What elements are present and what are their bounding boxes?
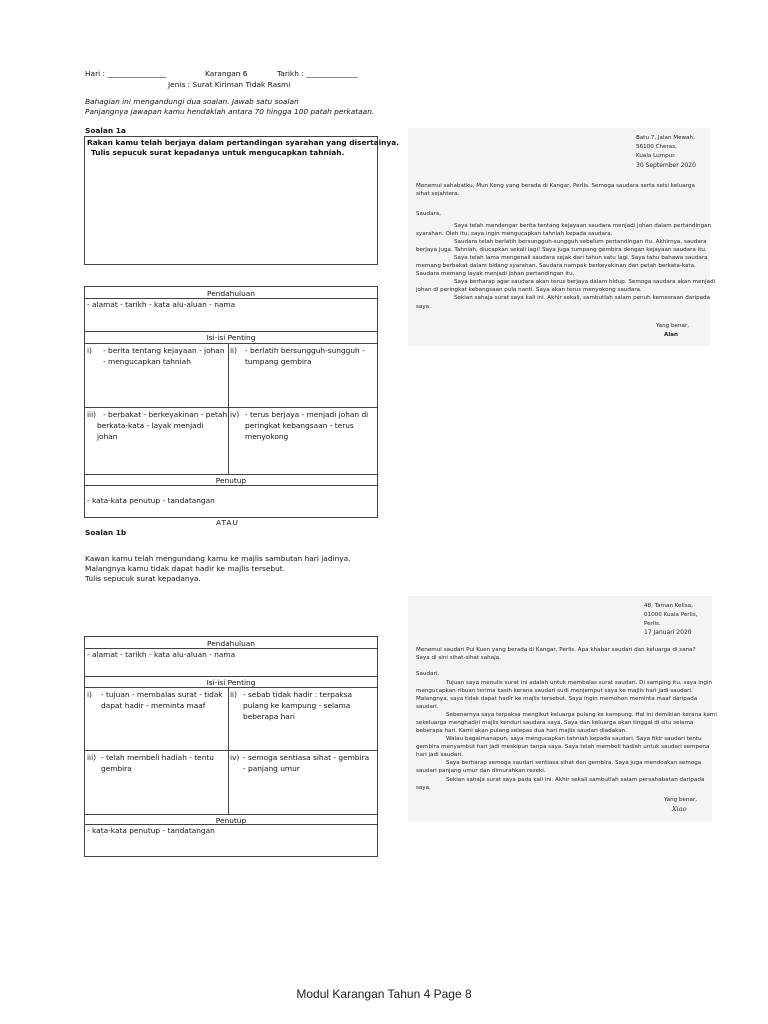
letter1-address-1: Batu 7, Jalan Mewah,	[636, 135, 695, 141]
letter1-date: 30 September 2020	[636, 162, 696, 169]
letter2-salutation: Saudari,	[416, 671, 440, 677]
outline-1a-ii-num: ii)	[230, 346, 237, 355]
soalan-1b-title: Soalan 1b	[85, 528, 127, 537]
outline-1b-iv-num: iv)	[230, 753, 240, 762]
outline-1a-table	[84, 286, 378, 518]
outline-1b-ii-line2: pulang ke kampung - selama	[243, 701, 351, 710]
soalan-1b-line1: Kawan kamu telah mengundang kamu ke majlis sambutan hari jadinya.	[85, 554, 351, 563]
letter1-body-10: Sekian sahaja surat saya kali ini. Akhir sekali, sambutlah salam penuh kemesraan daripada	[454, 295, 711, 301]
outline-1b-ii-num: ii)	[230, 690, 237, 699]
page-footer: Modul Karangan Tahun 4 Page 8	[296, 987, 472, 1001]
outline-1a-iv-line3: menyokong	[245, 432, 289, 441]
outline-1a-iii-line1: - berbakat - berkeyakinan - petah	[103, 410, 228, 419]
soalan-1a-line2: Tulis sepucuk surat kepadanya untuk mengucapkan tahniah.	[91, 148, 345, 157]
letter1-address-2: 56100 Cheras,	[636, 144, 677, 150]
outline-1a-ii-line2: tumpang gembira	[245, 357, 312, 366]
letter2-body-13: Sekian sahaja surat saya pada kali ini. Akhir sekali sambutlah salam persahabatan daripada	[446, 777, 705, 783]
sample-letter-2	[408, 596, 717, 822]
letter1-body-3: Saudara telah berlatih bersungguh-sungguh sebelum pertandingan itu. Akhirnya, saudara	[454, 239, 707, 245]
letter2-body-7: beberapa hari. Kami akan pulang selepas dua hari majlis saudari diadakan.	[416, 728, 627, 734]
letter1-body-6: memang berbakat dalam bidang syarahan. Saudara nampak berkeyakinan dan petah berkata-kata.	[416, 263, 696, 269]
letter2-body-14: saya.	[416, 785, 431, 791]
jenis-label: Jenis : Surat Kiriman Tidak Rasmi	[168, 80, 291, 89]
outline-1b-ii-line3: beberapa hari	[243, 712, 295, 721]
outline-1b-iv-line1: - semoga sentiasa sihat - gembira	[243, 753, 370, 762]
letter1-body-8: Saya berharap agar saudara akan terus berjaya dalam hidup. Semoga saudara akan menjadi	[454, 279, 716, 285]
letter2-body-6: sekeluarga menghadiri majlis kenduri saudara saya. Saya dan keluarga akan tinggal di situ selama	[416, 720, 694, 726]
letter1-opening-1: Menemui sahabatku, Mun Keng yang berada di Kangar, Perlis. Semoga saudara serta seisi keluarga	[416, 183, 695, 189]
outline-1b-iv-line2: - panjang umur	[243, 764, 300, 773]
outline-1a-iii-line2: berkata-kata - layak menjadi	[97, 421, 204, 430]
outline-1a-iv-line1: - terus berjaya - menjadi johan di	[245, 410, 369, 419]
soalan-1b-line2: Malangnya kamu tidak dapat hadir ke majlis tersebut.	[85, 564, 286, 573]
letter2-body-3: Malangnya, saya tidak dapat hadir ke majlis tersebut. Saya ingin memohon meminta maaf daripada	[416, 696, 698, 702]
letter1-body-2: syarahan. Oleh itu, saya ingin mengucapkan tahniah kepada saudara.	[416, 231, 613, 237]
letter1-closing: Yang benar,	[656, 323, 689, 329]
outline-1b-iii-line2: gembira	[101, 764, 132, 773]
tarikh-field: Tarikh : ______________	[277, 69, 358, 78]
outline-1b-i-line1: - tujuan - membalas surat - tidak	[101, 690, 223, 699]
outline-1b-penutup-heading: Penutup	[215, 816, 247, 825]
outline-1a-penutup-text: - kata-kata penutup - tandatangan	[87, 496, 215, 505]
letter2-address-2: 01000 Kuala Perlis,	[644, 612, 698, 618]
outline-1a-i-line1: - berita tentang kejayaan - johan	[103, 346, 225, 355]
instruction-2: Panjangnya jawapan kamu hendaklah antara 70 hingga 100 patah perkataan.	[85, 107, 375, 116]
atau-label: ATAU	[216, 518, 239, 527]
outline-1b-table	[84, 636, 378, 857]
letter2-body-11: Saya berharap semoga saudari sentiasa sihat dan gembira. Saya juga mendoakan semoga	[446, 760, 702, 766]
outline-1a-iii-line3: johan	[97, 432, 118, 441]
letter1-address-3: Kuala Lumpur.	[636, 153, 676, 159]
instruction-1: Bahagian ini mengandungi dua soalan. Jawab satu soalan	[85, 97, 299, 106]
outline-1a-ii-line1: - berlatih bersungguh-sungguh -	[245, 346, 365, 355]
letter2-date: 17 Januari 2020	[644, 629, 692, 636]
outline-1a-i-num: i)	[87, 346, 92, 355]
outline-1a-i-line2: - mengucapkan tahniah	[103, 357, 191, 366]
outline-1b-iii-line1: - telah membeli hadiah - tentu	[101, 753, 214, 762]
letter1-body-1: Saya telah mendengar berita tentang kejayaan saudara menjadi johan dalam pertandingan	[454, 223, 712, 229]
letter1-body-9: johan di peringkat kebangsaan pula nanti. Saya akan terus menyokong saudara.	[416, 287, 642, 293]
letter1-body-11: saya.	[416, 304, 431, 310]
outline-1a-isi-heading: Isi-isi Penting	[206, 333, 256, 342]
letter1-opening-2: sihat sejahtera.	[416, 191, 460, 197]
letter2-body-8: Walau bagaimanapun, saya mengucapkan tahniah kepada saudari. Saya fikir saudari tentu	[446, 736, 702, 742]
letter2-body-5: Sebenarnya saya terpaksa mengikut keluarga pulang ke kampung. Hal ini demikian kerana kami	[446, 712, 717, 718]
soalan-1a-line1: Rakan kamu telah berjaya dalam pertandingan syarahan yang disertainya.	[87, 138, 400, 147]
outline-1a-pendahuluan-heading: Pendahuluan	[207, 289, 255, 298]
karangan-number: Karangan 6	[205, 69, 248, 78]
outline-1a-iv-num: iv)	[230, 410, 240, 419]
letter2-signature: Xiao	[672, 805, 687, 813]
letter1-body-4: berjaya juga. Tahniah, diucapkan sekali lagi! Saya juga tumpang gembira dengan kejayaan saudara itu.	[416, 247, 707, 253]
soalan-1a-box	[84, 136, 400, 265]
letter2-body-9: gembira menyambut hari jadi meskipun tanpa saya. Saya telah membeli hadiah untuk saudari sempena	[416, 744, 710, 750]
letter2-body-10: hari jadi saudari.	[416, 752, 463, 758]
sample-letter-1	[408, 128, 716, 346]
outline-1b-i-line2: dapat hadir - meminta maaf	[101, 701, 206, 710]
outline-1b-penutup-text: - kata-kata penutup - tandatangan	[87, 826, 215, 835]
letter2-body-1: Tujuan saya menulis surat ini adalah untuk membalas surat saudari. Di samping itu, saya ingin	[446, 680, 713, 686]
outline-1b-pendahuluan-text: - alamat - tarikh - kata alu-aluan - nama	[87, 650, 236, 659]
letter1-name: Alan	[664, 332, 679, 338]
letter1-body-7: Saudara memang layak menjadi johan pertandingan itu.	[416, 271, 575, 277]
letter2-address-3: Perlis.	[644, 621, 661, 627]
outline-1a-penutup-heading: Penutup	[215, 476, 247, 485]
outline-1a-iv-line2: peringkat kebangsaan - terus	[245, 421, 354, 430]
outline-1b-ii-line1: - sebab tidak hadir : terpaksa	[243, 690, 353, 699]
outline-1b-iii-num: iii)	[87, 753, 97, 762]
outline-1a-iii-num: iii)	[87, 410, 97, 419]
outline-1b-isi-heading: Isi-isi Penting	[206, 678, 256, 687]
soalan-1a-title: Soalan 1a	[85, 126, 126, 135]
letter2-body-2: mengucapkan ribuan terima kasih kerana saudari sudi menjemput saya ke majlis hari jadi saudari.	[416, 688, 693, 694]
letter2-address-1: 48, Taman Kelisa,	[644, 603, 693, 609]
letter2-opening-2: Saya di sini sihat-sihat sahaja.	[416, 655, 501, 661]
outline-1b-i-num: i)	[87, 690, 92, 699]
letter1-body-5: Saya telah lama mengenali saudara sejak dari tahun satu lagi. Saya tahu bahawa saudara	[454, 255, 708, 261]
soalan-1b-line3: Tulis sepucuk surat kepadanya.	[85, 574, 201, 583]
letter2-opening-1: Menemui saudari Pui Kuen yang berada di Kangar, Perlis. Apa khabar saudari dan keluarga di sana?	[416, 647, 696, 653]
outline-1a-pendahuluan-text: - alamat - tarikh - kata alu-aluan - nama	[87, 300, 236, 309]
letter2-body-4: saudari.	[416, 704, 439, 710]
letter2-closing: Yang benar,	[664, 797, 697, 803]
letter1-salutation: Saudara,	[416, 211, 442, 217]
hari-field: Hari : ________________	[85, 69, 167, 78]
outline-1b-pendahuluan-heading: Pendahuluan	[207, 639, 255, 648]
letter2-body-12: saudari panjang umur dan dimurahkan rezeki.	[416, 768, 546, 774]
